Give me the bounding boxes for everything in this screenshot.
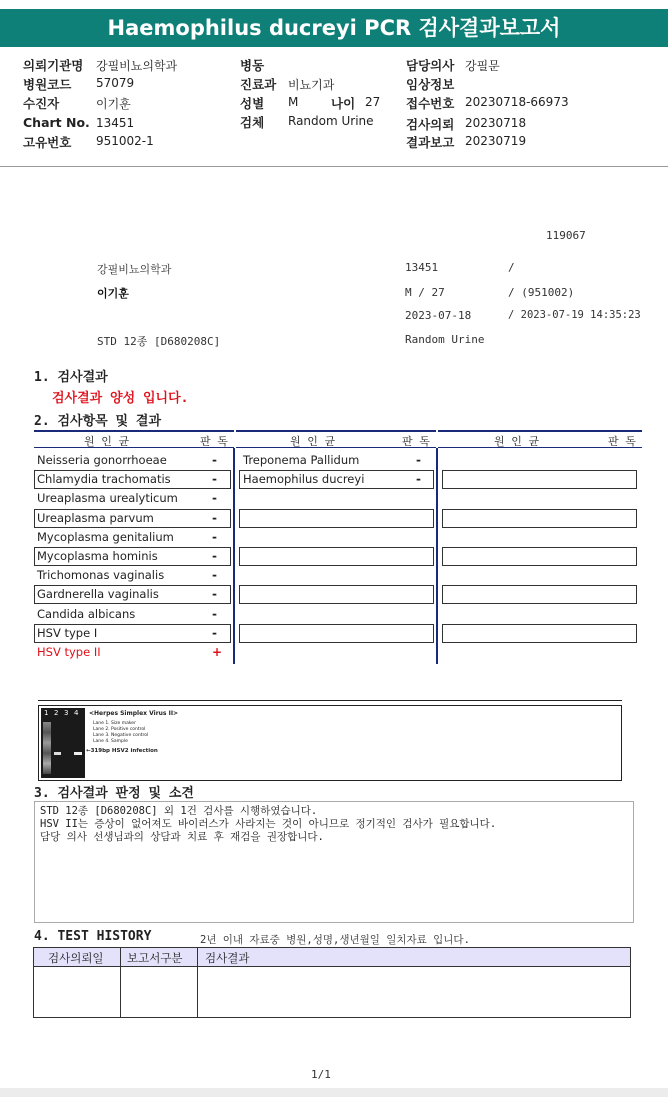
organism-result: - bbox=[212, 491, 217, 506]
reception-label: 접수번호 bbox=[406, 96, 455, 111]
section4-title: 4. TEST HISTORY bbox=[34, 929, 152, 944]
history-sep-2 bbox=[197, 948, 198, 1017]
organism-result: - bbox=[212, 510, 217, 525]
dept-value: 비뇨기과 bbox=[288, 78, 335, 92]
organism-name: Neisseria gonorrhoeae bbox=[37, 453, 167, 467]
organism-name: Haemophilus ducreyi bbox=[243, 472, 365, 487]
finding-line-2: HSV II는 증상이 없어져도 바이러스가 사라지는 것이 아니므로 정기적인 검사가 필요합니다. bbox=[40, 818, 497, 830]
organism-name: Ureaplasma urealyticum bbox=[37, 491, 178, 506]
label-chart: 13451 bbox=[405, 261, 439, 274]
empty-result-box bbox=[442, 585, 637, 604]
empty-result-box bbox=[442, 509, 637, 528]
empty-result-box bbox=[239, 624, 434, 643]
label-institution: 강필비뇨의학과 bbox=[97, 263, 172, 276]
gel-legend-2: Lane 2. Positive control bbox=[93, 727, 146, 732]
history-col-request: 검사의뢰일 bbox=[48, 951, 104, 965]
sex-label: 성별 bbox=[240, 96, 265, 111]
label-code: 119067 bbox=[546, 229, 586, 242]
ward-label: 병동 bbox=[240, 58, 265, 73]
organism-result: - bbox=[416, 472, 421, 487]
col3-result-header: 판 독 bbox=[608, 435, 636, 448]
hospital-code-value: 57079 bbox=[96, 76, 135, 90]
section2-title: 2. 검사항목 및 결과 bbox=[34, 414, 162, 429]
label-sex-age: M / 27 bbox=[405, 286, 445, 299]
label-birth: / (951002) bbox=[508, 286, 575, 299]
organism-name: Treponema Pallidum bbox=[243, 453, 360, 467]
organism-name: HSV type I bbox=[37, 625, 98, 640]
page-number: 1/1 bbox=[311, 1068, 331, 1081]
empty-result-box bbox=[442, 624, 637, 643]
column-header-2 bbox=[236, 430, 436, 448]
gel-legend-4: Lane 4. Sample bbox=[93, 739, 128, 744]
history-note: 2년 이내 자료중 병원,성명,생년월일 일치자료 입니다. bbox=[200, 934, 470, 946]
age-value: 27 bbox=[365, 95, 381, 109]
sex-value: M bbox=[288, 95, 299, 109]
history-col-result: 검사결과 bbox=[205, 951, 250, 965]
request-date-value: 20230718 bbox=[465, 116, 527, 130]
clinical-label: 임상정보 bbox=[406, 77, 455, 92]
gel-ladder bbox=[43, 722, 51, 774]
request-date-label: 검사의뢰 bbox=[406, 117, 455, 132]
col1-result-header: 판 독 bbox=[200, 435, 228, 448]
gel-band-positive bbox=[54, 752, 61, 755]
label-test: STD 12종 [D680208C] bbox=[97, 335, 221, 348]
gel-lane-2: 2 bbox=[54, 709, 59, 717]
organism-name: Mycoplasma hominis bbox=[37, 549, 158, 563]
hospital-code-label: 병원코드 bbox=[23, 77, 72, 92]
column-header-1 bbox=[34, 430, 234, 448]
organism-result: - bbox=[212, 529, 217, 544]
dept-label: 진료과 bbox=[240, 77, 277, 92]
patient-label: 수진자 bbox=[23, 96, 60, 111]
organism-result: - bbox=[212, 453, 217, 467]
findings-box bbox=[34, 801, 634, 923]
organism-result: - bbox=[212, 625, 217, 640]
col2-result-header: 판 독 bbox=[402, 435, 430, 448]
column-divider-2 bbox=[436, 448, 438, 664]
institution-label: 의뢰기관명 bbox=[23, 58, 84, 73]
organism-name: Gardnerella vaginalis bbox=[37, 587, 159, 602]
result-summary: 검사결과 양성 입니다. bbox=[52, 391, 189, 406]
gel-band-label: ←319bp HSV2 infection bbox=[86, 748, 158, 754]
label-date1: 2023-07-18 bbox=[405, 309, 472, 322]
gel-electrophoresis-image bbox=[38, 705, 622, 781]
finding-line-3: 담당 의사 선생님과의 상담과 치료 후 재검을 권장합니다. bbox=[40, 831, 324, 843]
chart-label: Chart No. bbox=[23, 115, 90, 130]
organism-name: Candida albicans bbox=[37, 606, 136, 621]
result-date-value: 20230719 bbox=[465, 134, 527, 148]
gel-legend-1: Lane 1. Size maker bbox=[93, 721, 136, 726]
gel-lane-1: 1 bbox=[44, 709, 49, 717]
organism-result: - bbox=[212, 549, 217, 563]
organism-name: Mycoplasma genitalium bbox=[37, 529, 174, 544]
gel-top-rule bbox=[38, 700, 622, 701]
organism-result: + bbox=[212, 645, 223, 659]
gel-title: <Herpes Simplex Virus II> bbox=[89, 710, 179, 717]
patient-value: 이기훈 bbox=[96, 97, 131, 111]
col3-organism-header: 원 인 균 bbox=[494, 435, 540, 448]
gel-band-sample bbox=[74, 752, 82, 755]
report-header bbox=[0, 55, 668, 167]
organism-name: Trichomonas vaginalis bbox=[37, 568, 165, 583]
specimen-label: 검체 bbox=[240, 115, 265, 130]
organism-result: - bbox=[416, 453, 421, 467]
organism-result: - bbox=[212, 587, 217, 602]
organism-result: - bbox=[212, 472, 217, 487]
empty-result-box bbox=[239, 547, 434, 566]
history-col-type: 보고서구분 bbox=[127, 951, 183, 965]
empty-result-box bbox=[239, 509, 434, 528]
specimen-value: Random Urine bbox=[288, 114, 374, 128]
gel-photo bbox=[41, 708, 85, 778]
empty-result-box bbox=[442, 470, 637, 489]
history-sep-1 bbox=[120, 948, 121, 1017]
history-table-header bbox=[34, 948, 630, 967]
result-date-label: 결과보고 bbox=[406, 135, 455, 150]
column-header-3 bbox=[438, 430, 642, 448]
organism-name: Chlamydia trachomatis bbox=[37, 472, 171, 487]
reception-value: 20230718-66973 bbox=[465, 95, 569, 109]
gel-lane-4: 4 bbox=[74, 709, 79, 717]
finding-line-1: STD 12종 [D680208C] 외 1건 검사를 시행하였습니다. bbox=[40, 805, 318, 817]
label-patient: 이기훈 bbox=[97, 287, 129, 300]
label-specimen: Random Urine bbox=[405, 333, 485, 346]
unique-value: 951002-1 bbox=[96, 134, 154, 148]
label-date2: / 2023-07-19 14:35:23 bbox=[508, 309, 641, 321]
label-slash: / bbox=[508, 261, 515, 274]
history-table bbox=[33, 947, 631, 1018]
unique-label: 고유번호 bbox=[23, 135, 72, 150]
organism-name: Ureaplasma parvum bbox=[37, 510, 154, 525]
doctor-value: 강필문 bbox=[465, 59, 500, 73]
col1-organism-header: 원 인 균 bbox=[84, 435, 130, 448]
empty-result-box bbox=[442, 547, 637, 566]
empty-result-box bbox=[239, 585, 434, 604]
col2-organism-header: 원 인 균 bbox=[290, 435, 336, 448]
column-divider-1 bbox=[233, 448, 235, 664]
age-label: 나이 bbox=[331, 96, 356, 111]
gel-legend-3: Lane 3. Negative control bbox=[93, 733, 149, 738]
report-title: Haemophilus ducreyi PCR 검사결과보고서 bbox=[0, 9, 668, 47]
organism-name: HSV type II bbox=[37, 645, 101, 659]
institution-value: 강필비뇨의학과 bbox=[96, 59, 178, 73]
section1-title: 1. 검사결과 bbox=[34, 370, 108, 385]
organism-result: - bbox=[212, 568, 217, 583]
doctor-label: 담당의사 bbox=[406, 58, 455, 73]
gel-lane-3: 3 bbox=[64, 709, 69, 717]
section3-title: 3. 검사결과 판정 및 소견 bbox=[34, 786, 194, 801]
chart-value: 13451 bbox=[96, 116, 135, 130]
organism-result: - bbox=[212, 606, 217, 621]
